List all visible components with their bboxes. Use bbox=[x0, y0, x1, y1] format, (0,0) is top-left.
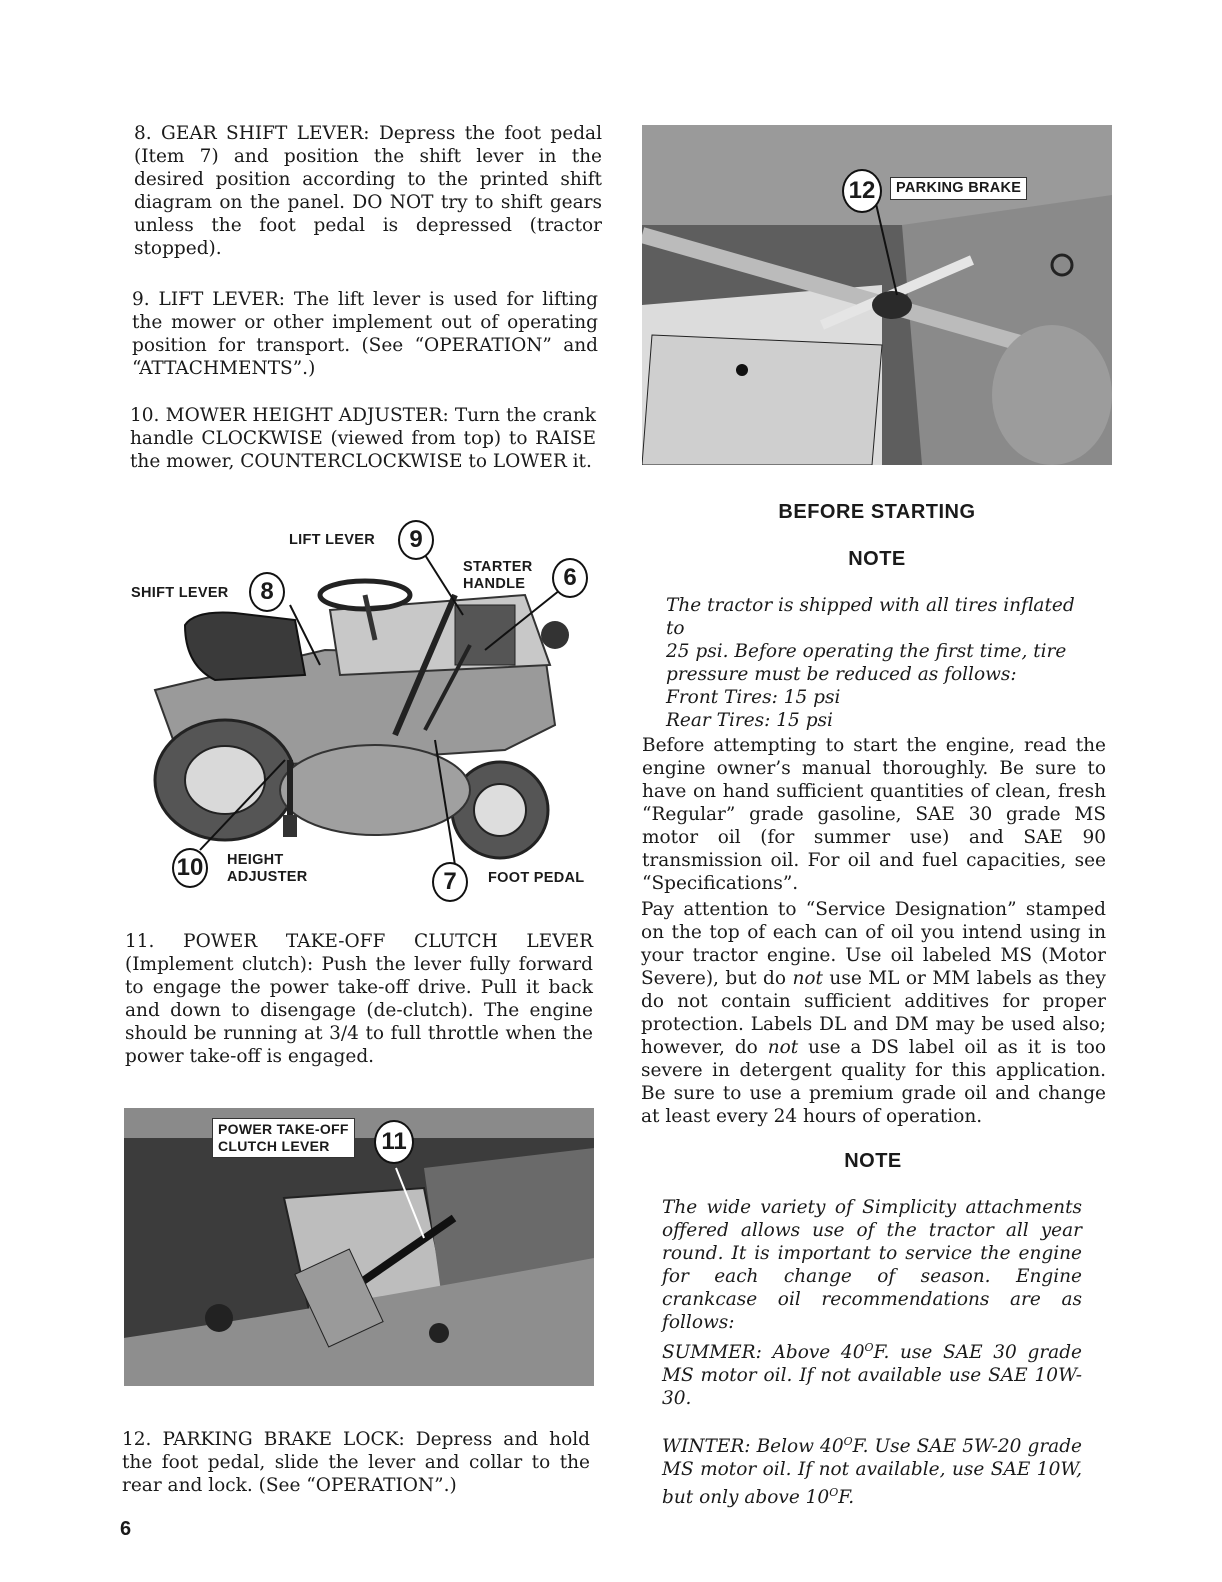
parking-brake-label: PARKING BRAKE bbox=[890, 177, 1027, 200]
item-11-pto-clutch: 11. POWER TAKE-OFF CLUTCH LEVER (Implement clutch): Push the lever fully forward to engage the power take-off drive. Pull it back and down to disengage (de-clutch). The engine should be running at 3/4 to full throttle when the power take-off is engaged. bbox=[125, 931, 593, 1067]
page-number: 6 bbox=[120, 1518, 132, 1540]
pto-label bbox=[212, 1118, 355, 1158]
note-1-line: Front Tires: 15 psi bbox=[666, 687, 841, 708]
item-9-lift-lever: 9. LIFT LEVER: The lift lever is used for lifting the mower or other implement out of operating position for transport. (See “OPERATION” and “ATTACHMENTS”.) bbox=[132, 289, 598, 379]
callout-number-9: 9 bbox=[398, 520, 434, 560]
height-label-line2: ADJUSTER bbox=[227, 869, 308, 885]
callout-number-11: 11 bbox=[374, 1120, 414, 1164]
winter-text-c: F. bbox=[838, 1487, 855, 1509]
para2-part-b: use ML or MM labels as they do not contain sufficient additives for proper protection. Labels DL and DM may be used also; however, do bbox=[641, 968, 1106, 1058]
winter-text-b: F. Use SAE 5W-20 grade MS motor oil. If not available, use SAE 10W, but only above 10 bbox=[662, 1436, 1082, 1509]
pto-photo-art bbox=[124, 1108, 594, 1386]
winter-text-a: WINTER: Below 40 bbox=[662, 1436, 844, 1458]
tractor-illustration bbox=[125, 515, 605, 905]
foot-pedal-label: FOOT PEDAL bbox=[488, 870, 585, 886]
item-12-parking-brake: 12. PARKING BRAKE LOCK: Depress and hold the foot pedal, slide the lever and collar to the rear and lock. (See “OPERATION”.) bbox=[122, 1429, 590, 1496]
note-2-heading: NOTE bbox=[844, 1150, 902, 1172]
tractor-diagram bbox=[125, 515, 605, 905]
summer-text-a: SUMMER: Above 40 bbox=[662, 1342, 865, 1364]
para2-emphasis-not-2: not bbox=[767, 1037, 799, 1058]
para2-part-a: Pay attention to “Service Designation” stamped on the top of each can of oil you intend using in your tractor engine. Use oil labeled MS (Motor Severe), but do bbox=[641, 899, 1106, 989]
note-1-line: pressure must be reduced as follows: bbox=[666, 664, 1017, 685]
pto-label-line1: POWER TAKE-OFF bbox=[218, 1121, 349, 1137]
item-10-mower-height: 10. MOWER HEIGHT ADJUSTER: Turn the crank handle CLOCKWISE (viewed from top) to RAISE the mower, COUNTERCLOCKWISE to LOWER it. bbox=[130, 405, 596, 472]
summer-text-b: F. use SAE 30 grade MS motor oil. If not available use SAE 10W-30. bbox=[662, 1342, 1082, 1410]
starter-label-line1: STARTER bbox=[463, 559, 533, 575]
winter-oil-recommendation bbox=[662, 1430, 1082, 1509]
before-starting-heading: BEFORE STARTING bbox=[778, 501, 976, 523]
note-2-body: The wide variety of Simplicity attachments offered allows use of the tractor all year round. It is important to service the engine for each change of season. Engine crankcase oil recommendations are as follows: bbox=[662, 1197, 1082, 1333]
summer-degree: O bbox=[864, 1341, 874, 1354]
note-1-line: The tractor is shipped with all tires inflated to bbox=[666, 595, 1075, 639]
para2-part-c: use a DS label oil as it is too severe in detergent quality for this application. Be sure to use a premium grade oil and change at least every 24 hours of operation. bbox=[641, 1037, 1106, 1127]
note-1-line: Rear Tires: 15 psi bbox=[666, 710, 833, 731]
parking-brake-photo bbox=[642, 125, 1112, 465]
callout-number-10: 10 bbox=[172, 848, 208, 888]
callout-number-12: 12 bbox=[842, 169, 882, 213]
service-designation-paragraph bbox=[641, 898, 1106, 1128]
note-1-line: 25 psi. Before operating the first time, tire bbox=[666, 641, 1067, 662]
starter-label-line2: HANDLE bbox=[463, 576, 526, 592]
lift-lever-label: LIFT LEVER bbox=[289, 532, 375, 548]
summer-oil-recommendation bbox=[662, 1336, 1082, 1410]
callout-number-7: 7 bbox=[432, 862, 468, 902]
shift-lever-label: SHIFT LEVER bbox=[131, 585, 229, 601]
note-1-heading: NOTE bbox=[848, 548, 906, 570]
height-adjuster-label bbox=[227, 852, 308, 886]
item-8-gear-shift: 8. GEAR SHIFT LEVER: Depress the foot pedal (Item 7) and position the shift lever in the desired position according to the printed shift diagram on the panel. DO NOT try to shift gears unless the foot pedal is depressed (tractor stopped). bbox=[134, 123, 602, 259]
pto-clutch-photo bbox=[124, 1108, 594, 1386]
starter-handle-label bbox=[463, 559, 533, 593]
callout-number-8: 8 bbox=[249, 572, 285, 612]
note-1-body bbox=[666, 594, 1096, 732]
winter-degree: O bbox=[843, 1435, 853, 1448]
before-starting-paragraph: Before attempting to start the engine, read the engine owner’s manual thoroughly. Be sure to have on hand sufficient quantities of clean, fresh “Regular” grade gasoline, SAE 30 grade MS motor oil (for summer use) and SAE 90 transmission oil. For oil and fuel capacities, see “Specifications”. bbox=[642, 735, 1106, 894]
callout-number-6: 6 bbox=[552, 558, 588, 598]
height-label-line1: HEIGHT bbox=[227, 852, 284, 868]
winter-degree-2: O bbox=[829, 1486, 839, 1500]
pto-label-line2: CLUTCH LEVER bbox=[218, 1138, 330, 1154]
para2-emphasis-not-1: not bbox=[792, 968, 823, 989]
